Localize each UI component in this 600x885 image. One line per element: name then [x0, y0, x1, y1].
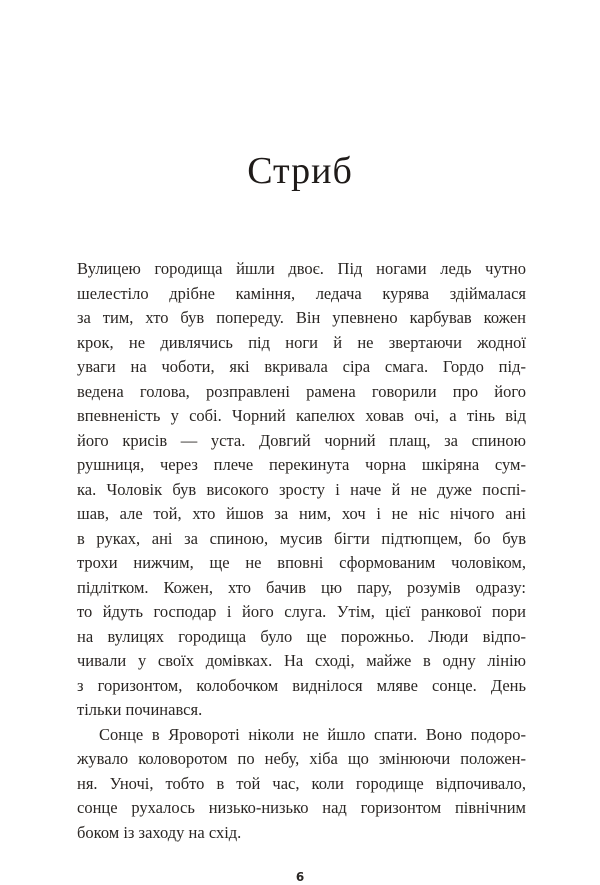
text-line: крок, не дивлячись під ноги й не звертаючи жодної — [77, 332, 526, 352]
text-line: на вулицях городища було ще порожньо. Люди відпо- — [77, 626, 526, 646]
text-line: жувало коловоротом по небу, хіба що змінюючи положен- — [77, 749, 526, 768]
page-number: 6 — [295, 870, 305, 884]
text-line: сонце рухалось низько-низько над горизонтом північним — [77, 798, 526, 817]
text-line: чивали у своїх домівках. На сході, майже в одну лінію — [77, 651, 526, 670]
paragraph — [77, 257, 526, 723]
text-line: впевненість у собі. Чорний капелюх ховав очі, а тінь від — [77, 406, 526, 425]
text-line: ка. Чоловік був високого зросту і наче й не дуже поспі- — [77, 479, 526, 499]
text-line: то йдуть господар і його слуга. Утім, цієї ранкової пори — [77, 602, 526, 621]
text-line: його крисів — уста. Довгий чорний плащ, за спиною — [77, 430, 526, 450]
chapter-body — [77, 257, 526, 845]
text-line: ня. Уночі, тобто в той час, коли городище відпочивало, — [77, 773, 526, 793]
text-line: боком із заходу на схід. — [77, 822, 242, 842]
text-line: підлітком. Кожен, хто бачив цю пару, розумів одразу: — [77, 577, 526, 597]
text-line: шелестіло дрібне каміння, ледача курява здіймалася — [77, 283, 526, 303]
text-line: трохи нижчим, ще не вповні сформованим чоловіком, — [77, 553, 526, 572]
paragraph — [77, 723, 526, 846]
text-line: за тим, хто був попереду. Він упевнено карбував кожен — [77, 308, 526, 327]
text-line: уваги на чоботи, які вкривала сіра смага. Гордо під- — [77, 357, 526, 376]
text-line: тільки починався. — [77, 700, 203, 719]
text-line: шав, але той, хто йшов за ним, хоч і не ніс нічого ані — [77, 504, 526, 523]
text-line: в руках, ані за спиною, мусив бігти підтюпцем, бо був — [77, 528, 526, 548]
text-line: ведена голова, розправлені рамена говорили про його — [77, 381, 526, 401]
text-line: рушниця, через плече перекинута чорна шкіряна сум- — [77, 455, 526, 474]
text-line: Вулицею городища йшли двоє. Під ногами ледь чутно — [77, 259, 526, 278]
text-line: Сонце в Яровороті ніколи не йшло спати. Воно подоро- — [99, 724, 526, 744]
chapter-title: Стриб — [247, 150, 353, 192]
text-line: з горизонтом, колобочком виднілося мляве сонце. День — [77, 675, 526, 695]
